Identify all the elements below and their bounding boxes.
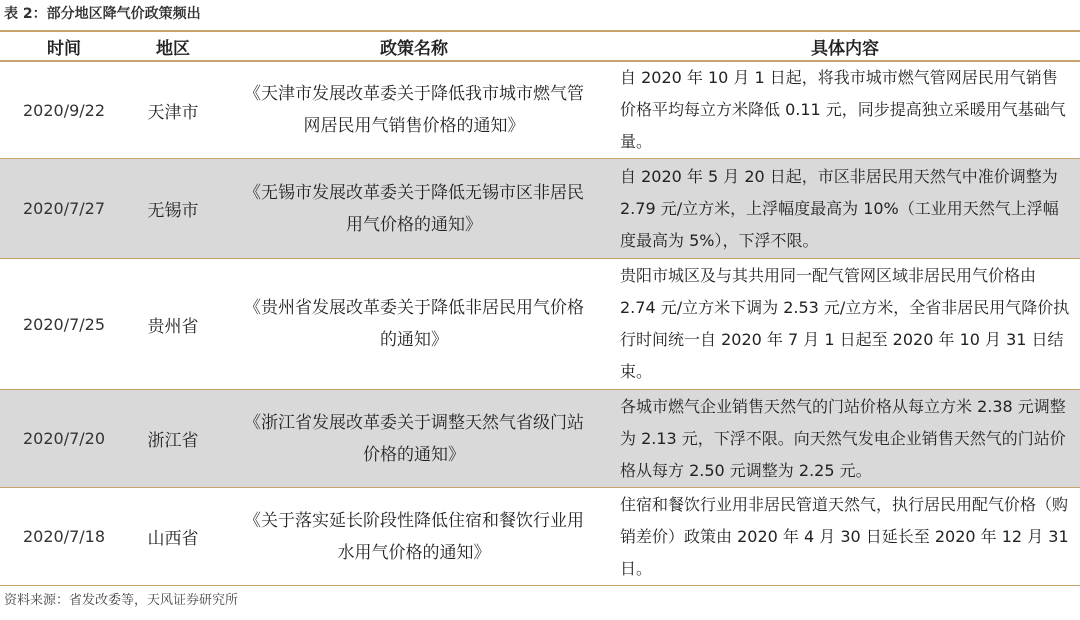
cell-region: 浙江省 xyxy=(147,431,199,451)
policy-table xyxy=(0,30,1080,586)
cell-policy: 《无锡市发展改革委关于降低无锡市区非居民用气价格的通知》 xyxy=(244,182,584,235)
cell-policy: 《浙江省发展改革委关于调整天然气省级门站价格的通知》 xyxy=(244,412,584,465)
cell-region: 无锡市 xyxy=(147,201,199,221)
table-row xyxy=(0,259,1080,390)
table-row xyxy=(0,488,1080,586)
cell-time: 2020/7/20 xyxy=(22,429,106,448)
cell-region: 天津市 xyxy=(147,102,199,123)
cell-detail: 各城市燃气企业销售天然气的门站价格从每立方米 2.38 元调整为 2.13 元，下浮不限。向天然气发电企业销售天然气的门站价格从每方 2.50 元调整为 2.25 元。 xyxy=(620,396,1066,480)
table-row xyxy=(0,61,1080,159)
cell-region: 山西省 xyxy=(147,529,199,549)
header-policy: 政策名称 xyxy=(380,38,448,59)
header-time: 时间 xyxy=(47,38,81,59)
source-note: 资料来源：省发改委等，天风证券研究所 xyxy=(4,593,239,608)
header-detail: 具体内容 xyxy=(811,38,879,59)
table-row xyxy=(0,390,1080,488)
cell-detail: 住宿和餐饮行业用非居民管道天然气，执行居民用配气价格（购销差价）政策由 2020 年 4 月 30 日延长至 2020 年 12 月 31 日。 xyxy=(620,494,1069,578)
table-body xyxy=(0,61,1080,586)
cell-policy: 《天津市发展改革委关于降低我市城市燃气管网居民用气销售价格的通知》 xyxy=(244,84,584,136)
cell-policy: 《关于落实延长阶段性降低住宿和餐饮行业用水用气价格的通知》 xyxy=(244,510,584,563)
header-region: 地区 xyxy=(156,38,190,59)
cell-detail: 自 2020 年 10 月 1 日起，将我市城市燃气管网居民用气销售价格平均每立方米降低 0.11 元，同步提高独立采暖用气基础气量。 xyxy=(620,68,1066,151)
table-row xyxy=(0,159,1080,259)
table-header xyxy=(0,31,1080,61)
cell-region: 贵州省 xyxy=(147,316,199,337)
cell-detail: 自 2020 年 5 月 20 日起，市区非居民用天然气中准价调整为 2.79 元/立方米，上浮幅度最高为 10%（工业用天然气上浮幅度最高为 5%），下浮不限。 xyxy=(620,166,1059,250)
policy-table-container xyxy=(0,30,1080,586)
cell-time: 2020/9/22 xyxy=(22,100,106,120)
cell-time: 2020/7/27 xyxy=(22,199,106,218)
header-row xyxy=(0,31,1080,61)
cell-policy: 《贵州省发展改革委关于降低非居民用气价格的通知》 xyxy=(244,298,584,350)
table-caption: 表 2：部分地区降气价政策频出 xyxy=(4,6,201,22)
cell-time: 2020/7/25 xyxy=(22,314,106,334)
cell-time: 2020/7/18 xyxy=(22,527,106,546)
cell-detail: 贵阳市城区及与其共用同一配气管网区域非居民用气价格由 2.74 元/立方米下调为 2.53 元/立方米，全省非居民用气降价执行时间统一自 2020 年 7 月 1 日起至 2020 年 10 月 31 日结束。 xyxy=(620,266,1070,381)
